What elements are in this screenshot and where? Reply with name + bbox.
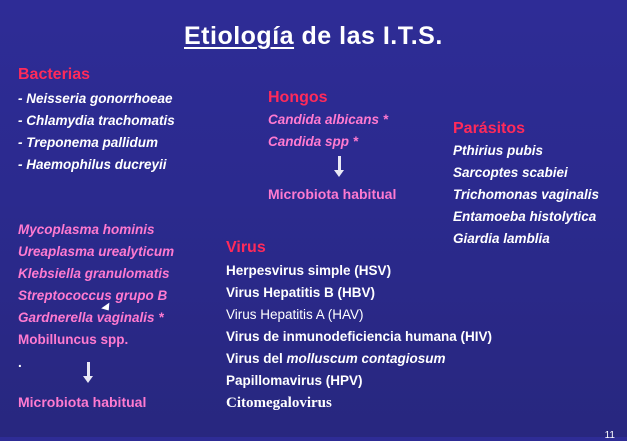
list-item: - Neisseria gonorrhoeae <box>18 91 173 106</box>
list-item: Candida albicans * <box>268 112 389 127</box>
title-underlined-word: Etiología <box>184 22 295 50</box>
list-item: Klebsiella granulomatis <box>18 266 170 281</box>
virus-list <box>226 260 492 414</box>
title-rest: de las I.T.S. <box>294 22 443 50</box>
list-item: - Chlamydia trachomatis <box>18 113 175 128</box>
list-item: Ureaplasma urealyticum <box>18 244 175 259</box>
list-item: Mycoplasma hominis <box>18 222 155 237</box>
dot-marker: . <box>18 355 22 370</box>
list-item: Herpesvirus simple (HSV) <box>226 263 392 278</box>
list-item <box>226 348 492 370</box>
down-arrow-icon <box>334 156 344 177</box>
hongos-microbiota: Microbiota habitual <box>268 186 397 202</box>
down-arrow-icon <box>83 362 93 383</box>
bacterias-microbiota: Microbiota habitual <box>18 394 147 410</box>
list-item: Virus de inmunodeficiencia humana (HIV) <box>226 329 493 344</box>
list-item: Candida spp * <box>268 134 359 149</box>
list-item: Streptococcus grupo B <box>18 288 168 303</box>
hongos-list <box>268 109 388 153</box>
list-item: Sarcoptes scabiei <box>453 165 568 180</box>
slide-title <box>184 22 443 51</box>
list-item-prefix: Virus del <box>226 351 287 366</box>
list-item: Entamoeba histolytica <box>453 209 597 224</box>
bacterias-header: Bacterias <box>18 66 91 83</box>
bacterias-list-1 <box>18 88 175 176</box>
list-item: - Haemophilus ducreyii <box>18 157 167 172</box>
page-number: 11 <box>604 430 615 441</box>
list-item: Trichomonas vaginalis <box>453 187 600 202</box>
bacterias-list-2 <box>18 219 174 351</box>
virus-header: Virus <box>226 239 266 256</box>
list-item: Mobilluncus spp. <box>18 332 129 347</box>
parasitos-header: Parásitos <box>453 120 526 137</box>
list-item: - Treponema pallidum <box>18 135 159 150</box>
list-item: Giardia lamblia <box>453 231 550 246</box>
list-item: Papillomavirus (HPV) <box>226 373 363 388</box>
hongos-header: Hongos <box>268 89 328 106</box>
list-item: Virus Hepatitis B (HBV) <box>226 285 376 300</box>
list-item-italic: molluscum contagiosum <box>286 351 446 366</box>
list-item: Pthirius pubis <box>453 143 544 158</box>
parasitos-list <box>453 140 599 250</box>
list-item: Gardnerella vaginalis * <box>18 310 164 325</box>
list-item: Citomegalovirus <box>226 395 332 411</box>
list-item: Virus Hepatitis A (HAV) <box>226 307 364 322</box>
